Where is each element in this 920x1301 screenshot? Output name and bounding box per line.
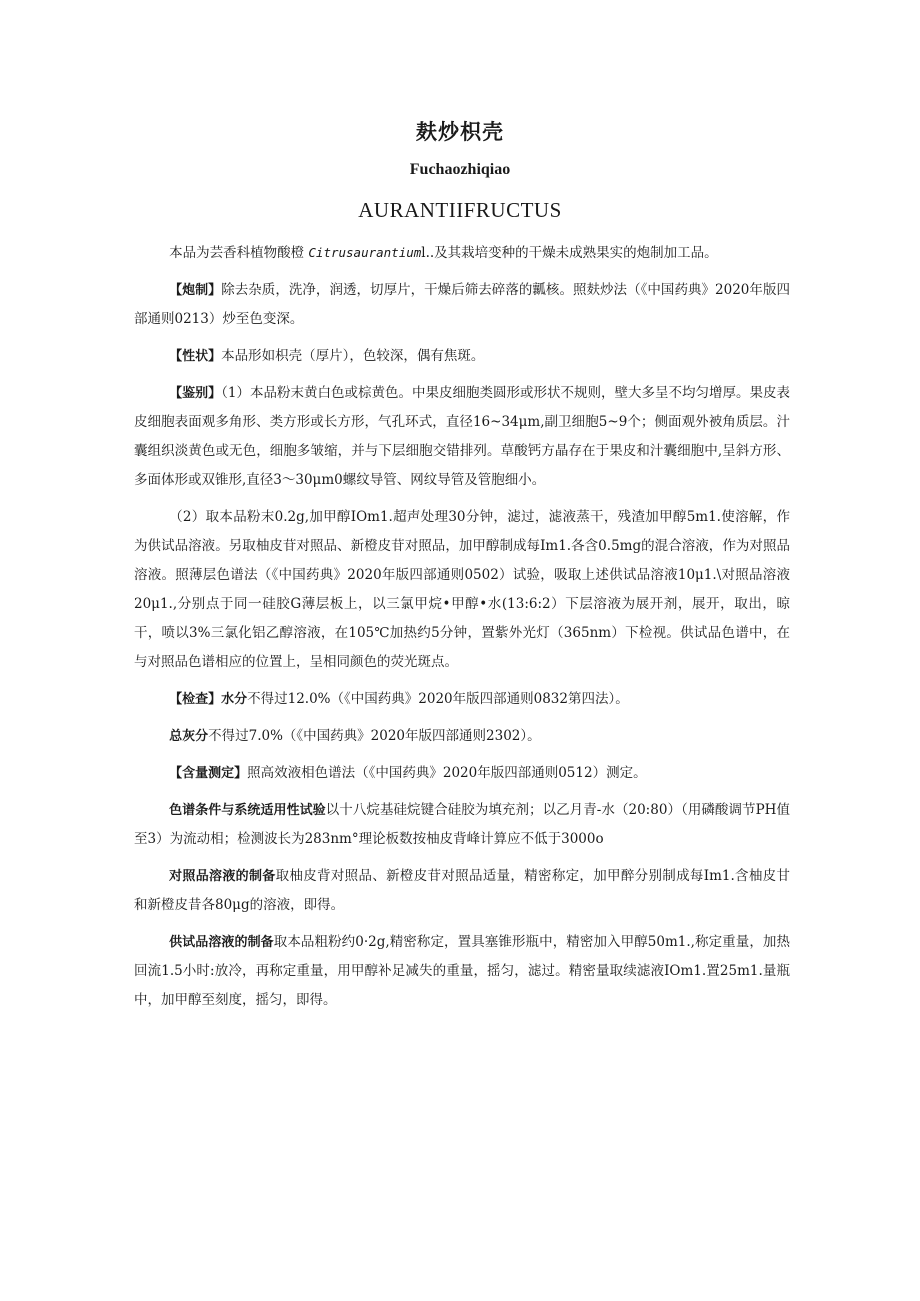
assay-section — [134, 759, 790, 788]
chromatographic-conditions-label: 色谱条件与系统适用性试验 — [169, 803, 326, 818]
assay-text: 照高效液相色谱法（《中国药典》2020年版四部通则0512）测定。 — [247, 765, 647, 781]
water-label: 水分 — [221, 692, 248, 707]
test-solution-paragraph — [134, 928, 790, 1015]
reference-solution-paragraph — [134, 862, 790, 920]
chromatographic-conditions-paragraph — [134, 796, 790, 854]
reference-solution-text: 取柚皮背对照品、新橙皮苷对照品适量，精密称定，加甲醉分别制成每Im1.含柚皮甘和新橙皮昔各80μg的溶液，即得。 — [134, 868, 790, 913]
title-pinyin: Fuchaozhiqiao — [409, 161, 511, 178]
reference-solution-label: 对照品溶液的制备 — [169, 869, 276, 884]
title-latin: AURANTIIFRUCTUS — [358, 198, 562, 222]
processing-text: 除去杂质，洗净，润透，切厚片，干燥后筛去碎落的瓤核。照麸炒法（《中国药典》2020年版四部通则0213）炒至色变深。 — [134, 282, 790, 327]
monograph-body — [134, 238, 790, 1023]
total-ash-text: 不得过7.0%（《中国药典》2020年版四部通则2302）。 — [208, 728, 541, 744]
identification-label: 【鉴别】 — [169, 386, 222, 401]
identification-tlc-paragraph — [134, 503, 790, 677]
identification-text-2: （2）取本品粉末0.2g,加甲醇IOm1.超声处理30分钟，滤过，滤液蒸干，残渣加甲醇5m1.使溶解，作为供试品溶液。另取柚皮苷对照品、新橙皮苷对照品，加甲醇制成每Im1.各含0.5mg的混合溶液，作为对照品溶液。照薄层色谱法（《中国药典》2020年版四部通则0502）试验，吸取上述供试品溶液10μ1.\对照品溶液20μ1.,分别点于同一硅胶G薄层板上，以三氯甲烷•甲醇•水(13:6:2）下层溶液为展开剂，展开，取出，晾干，喷以3%三氯化铝乙醇溶液，在105℃加热约5分钟，置紫外光灯（365nm）下检视。供试品色谱中，在与对照品色谱相应的位置上，呈相同颜色的荧光斑点。 — [134, 509, 790, 670]
intro-latin-name: Citrusaurantium — [308, 245, 422, 260]
identification-section — [134, 379, 790, 495]
test-solution-text: 取本品粗粉约0·2g,精密称定，置具塞锥形瓶中，精密加入甲醇50m1.,称定重量，加热回流1.5小时:放冷，再称定重量，用甲醇补足减失的重量，摇匀，滤过。精密量取续滤液IOm1.置25m1.量瓶中，加甲醇至刻度，摇匀，即得。 — [134, 934, 790, 1008]
processing-section — [134, 276, 790, 334]
assay-label: 【含量测定】 — [169, 766, 248, 781]
water-text: 不得过12.0%（《中国药典》2020年版四部通则0832第四法）。 — [247, 691, 629, 707]
title-chinese: 麸炒枳壳 — [416, 120, 504, 144]
examination-section — [134, 685, 790, 714]
test-solution-label: 供试品溶液的制备 — [169, 935, 274, 950]
total-ash-paragraph — [134, 722, 790, 751]
processing-label: 【炮制】 — [169, 283, 222, 298]
examination-label: 【检查】 — [169, 692, 222, 707]
identification-text-1: （1）本品粉末黄白色或棕黄色。中果皮细胞类圆形或形状不规则，壁大多呈不均匀增厚。果皮表皮细胞表面观多角形、类方形或长方形，气孔环式，直径16~34μm,副卫细胞5~9个；侧面观外被角质层。汁囊组织淡黄色或无色，细胞多皱缩，并与下层细胞交错排列。草酸钙方晶存在于果皮和汁囊细胞中,呈斜方形、多面体形或双锥形,直径3～30μm0螺纹导管、网纹导管及管胞细小。 — [134, 385, 790, 488]
chromatographic-conditions-text: 以十八烷基硅烷键合硅胶为填充剂；以乙月青-水（20:80）（用磷酸调节PH值至3）为流动相；检测波长为283nm°理论板数按柚皮背峰计算应不低于3000o — [134, 802, 790, 847]
description-section — [134, 342, 790, 371]
description-text: 本品形如枳壳（厚片），色较深，偶有焦斑。 — [221, 348, 485, 364]
description-label: 【性状】 — [169, 349, 222, 364]
intro-after: l..及其栽培变种的干燥未成熟果实的炮制加工品。 — [421, 245, 718, 261]
total-ash-label: 总灰分 — [169, 729, 209, 744]
intro-paragraph — [134, 238, 790, 268]
intro-before: 本品为芸香科植物酸橙 — [169, 245, 309, 261]
